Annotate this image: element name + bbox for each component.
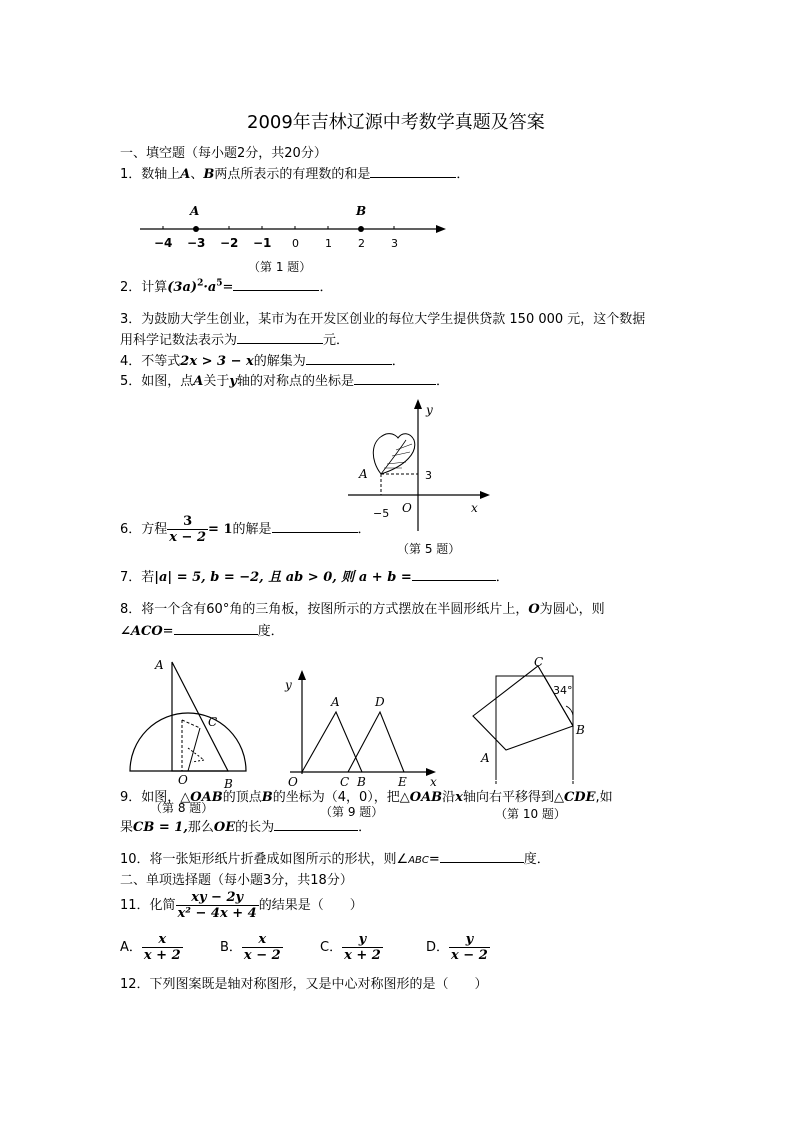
figure-caption: （第 9 题） — [320, 805, 384, 819]
answer-blank[interactable] — [306, 351, 392, 365]
point-a-label: A — [190, 204, 200, 218]
tick-label: −2 — [220, 236, 239, 250]
question-10: 10．将一张矩形纸片折叠成如图所示的形状，则∠ABC= 度． — [120, 848, 550, 867]
section-heading-2: 二、单项选择题（每小题3分，共18分） — [120, 873, 353, 888]
tick-label: −3 — [187, 236, 206, 250]
option-d[interactable]: D． $\frac{y}{x - 2}$ — [426, 932, 488, 963]
point-b-label: B — [576, 723, 585, 737]
tick-label: −4 — [154, 236, 173, 250]
tick-label: 1 — [325, 237, 332, 250]
number-line-figure — [130, 200, 460, 278]
tick-label: −1 — [253, 236, 272, 250]
angle-label: 34° — [553, 684, 573, 697]
answer-blank[interactable] — [272, 519, 358, 533]
answer-blank[interactable] — [233, 277, 319, 291]
point-c-label: C — [340, 775, 350, 789]
semicircle — [130, 713, 246, 771]
figure-caption: （第 8 题） — [150, 801, 214, 815]
question-12: 12．下列图案既是轴对称图形，又是中心对称图形的是（ ） — [120, 977, 488, 992]
figure-caption: （第 5 题） — [397, 542, 461, 556]
arrow-icon — [436, 225, 446, 233]
tick-label: 3 — [391, 237, 398, 250]
point-c-label: C — [208, 715, 218, 729]
answer-blank[interactable] — [237, 330, 323, 344]
point-a-label: A — [481, 751, 490, 765]
figure-caption: （第 1 题） — [248, 260, 312, 274]
segment-oc — [188, 728, 200, 771]
question-7: 7．若|a| = 5, b = −2, 且 ab > 0, 则 a + b = ． — [120, 566, 509, 585]
triangle-board — [172, 662, 228, 771]
option-c[interactable]: C． $\frac{y}{x + 2}$ — [320, 932, 381, 963]
point-c-label: C — [534, 655, 544, 669]
inner-triangle — [188, 748, 204, 762]
question-3-line-1: 3．为鼓励大学生创业，某市为在开发区创业的每位大学生提供贷款 150 000 元，这个数据 — [120, 312, 646, 327]
point-a-label: A — [359, 467, 368, 481]
point-e-label: E — [398, 775, 407, 789]
arrow-icon — [414, 399, 422, 409]
answer-blank[interactable] — [274, 817, 358, 831]
y-axis-label: y — [285, 678, 292, 692]
section-heading-1: 一、填空题（每小题2分，共20分） — [120, 146, 327, 161]
arrow-icon — [298, 670, 306, 680]
question-11: 11．化简 $\frac{xy - 2y}{\text{x² − 4x + 4}}$ 的结果是（ ） — [120, 890, 363, 921]
origin-label: O — [402, 501, 412, 515]
point-b-label: B — [224, 777, 233, 791]
arrow-icon — [480, 491, 490, 499]
answer-blank[interactable] — [174, 621, 258, 635]
option-a[interactable]: A． $\frac{x}{x + 2}$ — [120, 932, 181, 963]
point-a-label: A — [331, 695, 340, 709]
question-2: 2．计算$(3a)^2\cdot a^5=$ ． — [120, 278, 333, 295]
x-axis-label: x — [430, 775, 437, 789]
tick-label: 0 — [292, 237, 299, 250]
answer-blank[interactable] — [370, 164, 456, 178]
question-3-line-2: 用科学记数法表示为 元． — [120, 329, 349, 348]
point-a-label: A — [155, 658, 164, 672]
question-4: 4．不等式2x > 3 − x的解集为 ． — [120, 350, 405, 369]
question-8-line-2: ∠ACO= 度． — [120, 620, 284, 639]
triangle-cde — [348, 712, 404, 772]
tick-label: 2 — [358, 237, 365, 250]
question-8-line-1: 8．将一个含有60°角的三角板，按图所示的方式摆放在半圆形纸片上，O为圆心，则 — [120, 602, 605, 617]
x-axis-label: x — [471, 501, 478, 515]
question-5: 5．如图，点A关于y轴的对称点的坐标是 ． — [120, 370, 449, 389]
answer-blank[interactable] — [440, 849, 524, 863]
tick-label: 3 — [425, 469, 432, 482]
point-d-label: D — [375, 695, 385, 709]
answer-blank[interactable] — [412, 567, 496, 581]
page-title: 2009年吉林辽源中考数学真题及答案 — [247, 112, 545, 133]
question-6: 6．方程 $\frac{3}{x - 2}$ = 1的解是 ． — [120, 514, 371, 545]
point-b-dot — [358, 226, 364, 232]
option-b[interactable]: B． $\frac{x}{x - 2}$ — [220, 932, 281, 963]
origin-label: O — [288, 775, 298, 789]
tick-label: −5 — [373, 507, 390, 520]
angle-arc — [566, 706, 573, 716]
point-b-label: B — [356, 204, 367, 218]
question-1: 1．数轴上A、B两点所表示的有理数的和是 ． — [120, 163, 469, 182]
point-a-dot — [193, 226, 199, 232]
question-9-line-1: 9．如图，△OAB的顶点B的坐标为（4，0），把△OAB沿x轴向右平移得到△CDE,如 — [120, 790, 613, 805]
answer-blank[interactable] — [354, 371, 436, 385]
figure-caption: （第 10 题） — [495, 807, 566, 821]
point-b-label: B — [357, 775, 366, 789]
origin-label: O — [178, 773, 188, 787]
dashed-guide — [182, 720, 200, 728]
y-axis-label: y — [426, 403, 433, 417]
folded-quadrilateral — [473, 666, 573, 750]
question-9-line-2: 果CB = 1,那么OE的长为 ． — [120, 816, 371, 835]
leaf-shape — [373, 434, 414, 474]
